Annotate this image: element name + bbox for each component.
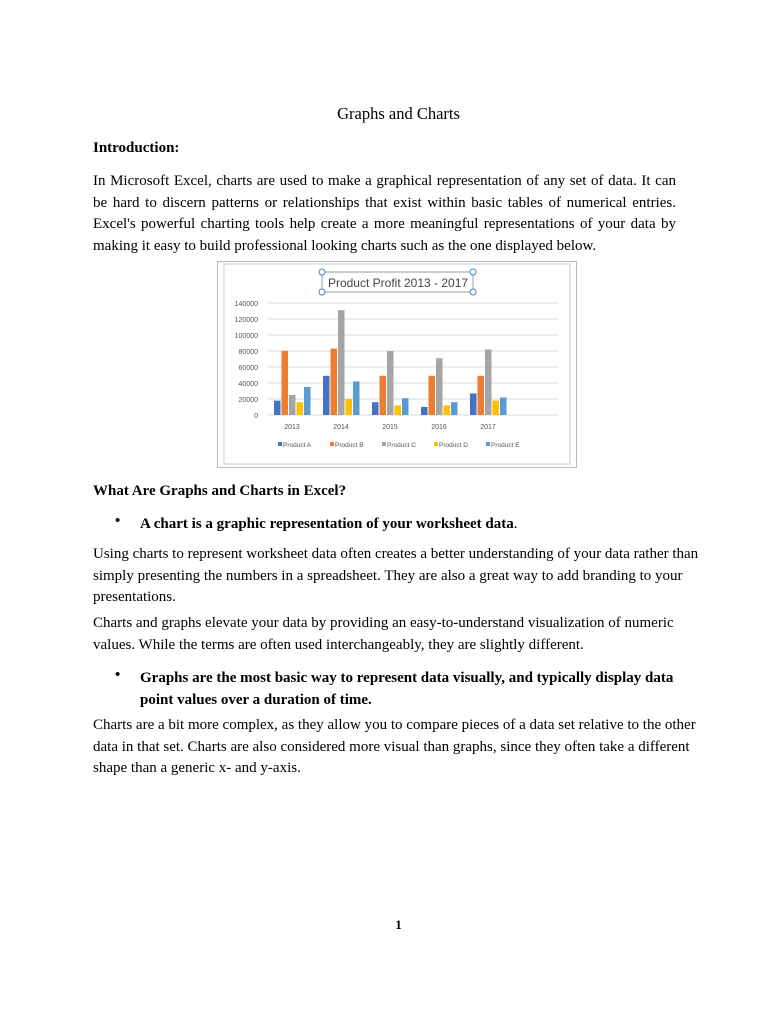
- x-tick-label: 2016: [431, 424, 447, 431]
- legend-swatch: [486, 442, 490, 446]
- chart-frame: [224, 264, 570, 464]
- page-title: Graphs and Charts: [337, 104, 460, 123]
- chart[interactable]: [217, 261, 577, 468]
- bar-product-d-2016: [444, 405, 451, 415]
- bullet-1-text: A chart is a graphic representation of your worksheet data: [140, 516, 514, 532]
- y-tick-label: 120000: [234, 317, 258, 324]
- bullet-icon: •: [115, 667, 121, 683]
- bullet-icon: •: [115, 513, 121, 529]
- chart-title: Product Profit 2013 - 2017: [327, 276, 469, 290]
- intro-heading: [93, 138, 676, 160]
- bar-product-e-2013: [304, 387, 311, 415]
- y-tick-label: 140000: [234, 301, 258, 308]
- y-tick-label: 100000: [234, 333, 258, 340]
- bar-product-b-2014: [331, 349, 338, 415]
- bar-product-b-2016: [429, 376, 436, 415]
- legend-swatch: [382, 442, 386, 446]
- y-tick-label: 60000: [238, 365, 258, 372]
- intro-paragraph: In Microsoft Excel, charts are used to make a graphical representation of any set of data. It can be hard to discern patterns or relationships that exist within basic tables of numerical entries. Excel's powerful charting tools help create a more meaningful representations of your data by making it easy to build professional looking charts such as the one displayed below.: [93, 173, 676, 254]
- section-heading-text: What Are Graphs and Charts in Excel?: [93, 483, 347, 499]
- bar-product-e-2014: [353, 381, 360, 415]
- bar-product-b-2017: [478, 376, 485, 415]
- bar-product-b-2015: [380, 376, 387, 415]
- y-tick-label: 0: [254, 413, 258, 420]
- bar-product-b-2013: [282, 351, 289, 415]
- legend-label: Product D: [439, 442, 468, 449]
- page-number: 1: [395, 917, 402, 932]
- legend-swatch: [330, 442, 334, 446]
- bar-product-a-2014: [323, 376, 330, 415]
- bar-product-c-2013: [289, 395, 296, 415]
- bar-product-d-2015: [395, 405, 402, 415]
- paragraph-3: Charts and graphs elevate your data by providing an easy-to-understand visualization of numeric values. While the terms are often used interchangeably, they are slightly different.: [93, 615, 674, 653]
- bar-product-a-2013: [274, 401, 281, 415]
- bar-product-c-2017: [485, 349, 492, 415]
- bar-product-d-2017: [493, 401, 500, 415]
- bar-product-e-2017: [500, 397, 507, 415]
- selection-handle-icon: [470, 289, 476, 295]
- legend-label: Product A: [283, 442, 312, 449]
- bar-product-a-2015: [372, 402, 379, 415]
- bar-product-a-2016: [421, 407, 428, 415]
- bullet-1-period: .: [513, 516, 518, 532]
- paragraph-2: Using charts to represent worksheet data often creates a better understanding of your data rather than simply presenting the numbers in a spreadsheet. They are also a great way to add branding to your presentations.: [93, 546, 699, 605]
- y-tick-label: 80000: [238, 349, 258, 356]
- legend-swatch: [278, 442, 282, 446]
- bullet-1: [140, 513, 700, 535]
- bar-product-d-2014: [346, 399, 353, 415]
- bar-product-c-2015: [387, 351, 394, 415]
- y-tick-label: 20000: [238, 397, 258, 404]
- bar-product-c-2014: [338, 310, 345, 415]
- bullet-2: Graphs are the most basic way to represent data visually, and typically display data point values over a duration of time.: [140, 670, 674, 708]
- legend-label: Product C: [387, 442, 416, 449]
- bar-product-e-2015: [402, 398, 409, 415]
- x-tick-label: 2014: [333, 424, 349, 431]
- intro-heading-text: Introduction:: [93, 140, 180, 156]
- selection-handle-icon: [319, 269, 325, 275]
- section-heading: [93, 481, 676, 503]
- bar-product-d-2013: [297, 402, 304, 415]
- legend-label: Product E: [491, 442, 520, 449]
- x-tick-label: 2013: [284, 424, 300, 431]
- selection-handle-icon: [470, 269, 476, 275]
- bar-product-c-2016: [436, 358, 443, 415]
- bar-product-a-2017: [470, 393, 477, 415]
- x-tick-label: 2015: [382, 424, 398, 431]
- chart-svg: [218, 262, 576, 467]
- x-tick-label: 2017: [480, 424, 496, 431]
- legend-swatch: [434, 442, 438, 446]
- bar-product-e-2016: [451, 402, 458, 415]
- paragraph-4: Charts are a bit more complex, as they allow you to compare pieces of a data set relative to the other data in that set. Charts are also considered more visual than graphs, since they often take a different shape than a generic x- and y-axis.: [93, 717, 696, 776]
- legend-label: Product B: [335, 442, 364, 449]
- selection-handle-icon: [319, 289, 325, 295]
- y-tick-label: 40000: [238, 381, 258, 388]
